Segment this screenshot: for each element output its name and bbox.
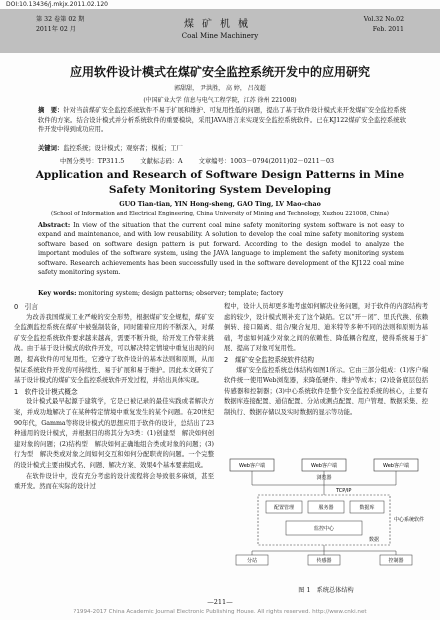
section-heading-2: 2 煤矿安全监控系统软件结构 [224, 355, 314, 364]
sensor-label: 传感器 [316, 558, 332, 564]
data-label: 数据 [368, 537, 380, 543]
db-label: 数据库 [359, 505, 375, 511]
substation-row [236, 555, 412, 565]
abstract-en-label: Abstract: [38, 222, 71, 229]
browser-label: 浏览器 [316, 475, 332, 481]
journal-name-en: Coal Mine Machinery [181, 32, 259, 40]
body-column-right [224, 302, 428, 419]
network-links [252, 471, 396, 495]
section-heading-intro: 0 引言 [14, 303, 38, 311]
continued-paragraph: 程中，设计人员却更多地考虑如何解决业务问题，对于软件的内部结构考虑的较少，设计模式则补充了这个缺陷。它以“开－闭”、里氏代换、依赖倒转、接口隔离、组合/聚合复用、迪米特等多种不同的法则和原则为基础，考虑如何减少对象之间的依赖性、降低耦合程度，使得系统易于扩展、提高了对象可复用性。 [224, 303, 428, 353]
clc-number: 中图分类号：TP311.5 [60, 158, 125, 165]
header-right [364, 15, 404, 35]
web-client-c-label: Web客户端 [383, 463, 409, 469]
server-label: 服务器 [318, 505, 334, 511]
journal-header [0, 9, 440, 53]
web-client-b-label: Web客户端 [311, 463, 337, 469]
abstract-cn-label: 摘 要： [38, 107, 64, 114]
keywords-cn-text: 监控系统；设计模式；观察者；模板；工厂 [63, 145, 183, 152]
header-date: 2011年 02 月 [36, 26, 76, 33]
center-software-label: 中心系统软件 [394, 517, 425, 523]
controller-label: 控制器 [388, 558, 404, 564]
body-column-left [14, 302, 214, 493]
keywords-en [38, 290, 404, 297]
substation-label: 分站 [246, 558, 258, 564]
tcp-ip-label: TCP/IP [336, 488, 352, 494]
page-number: —211— [207, 598, 233, 606]
doc-code: 文献标志码：A [140, 158, 183, 165]
keywords-en-text: monitoring system; design patterns; observer; template; factory [78, 290, 284, 297]
copyright-footer: ?1994-2017 China Academic Journal Electronic Publishing House. All rights reserved. http://www.cnki.net [73, 609, 367, 615]
affiliation-cn: (中国矿业大学 信息与电气工程学院，江苏 徐州 221008) [143, 97, 297, 104]
section-1-paragraph: 设计模式最早起源于建筑学，它是已被记录的最佳实践或者解决方案，并成功地解决了在某种特定情境中重复发生的某个问题。在20世纪90年代，Gamma等将设计模式的思想应用于软件的设计，总结出了23种通用的设计模式，并根据目的将其分为3类：(1)创建型 解决如何创建对象的问题；(2)结构型 解决如何正确地组合类或对象的问题；(3)行为型 解决类或对象之间如何交互和如何分配职责的问题。一个完整的设计模式主要由模式名、问题、解决方案、效果4个基本要素组成。 [14, 398, 214, 469]
abstract-cn-text: 针对当前煤矿安全监控系统软件不易于扩展和维护、可复用性低的问题，提出了基于软件设计模式来开发煤矿安全监控系统软件的方案。结合设计模式并分析系统软件的重要模块，采用JAVA语言来实现安全监控系统软件。已在KJ122煤矿安全监控系统软件开发中得到成功应用。 [38, 107, 407, 134]
article-number: 文章编号：1003－0794(2011)02－0211－03 [198, 158, 335, 165]
paper-title-cn: 应用软件设计模式在煤矿安全监控系统开发中的应用研究 [69, 65, 370, 79]
keywords-cn-label: 关键词： [38, 145, 64, 152]
paper-title-en: Application and Research of Software Design Patterns in Mine Safety Monitoring System Developing [35, 169, 405, 196]
doi-line: DOI:10.13436/j.mkjx.2011.02.120 [6, 1, 108, 8]
control-center-label: 监控中心 [313, 526, 335, 532]
classification-line [60, 156, 348, 165]
affiliation-en: (School of Information and Electrical Engineering, China University of Mining and Technology, Xuzhou 221008, China) [51, 211, 389, 217]
abstract-en [38, 221, 404, 277]
center-system-box [258, 495, 390, 545]
section-1-paragraph-2: 在软件设计中，没有充分考虑的设计流程将会导致很多麻烦，甚至重开发。然而在实际的设计过 [14, 472, 214, 491]
system-architecture-figure [224, 455, 428, 583]
header-volume: 第 32 卷第 02 期 [36, 16, 85, 23]
abstract-en-text: In view of the situation that the current coal mine safety monitoring system software is not easy to expand and maintenance, and with low reusability. A solution to develop the coal mine safety monitoring system software based on software design pattern is put forward. According to the design model to analyze the important modules of the software system, using the JAVA language to implement the safety monitoring system software. Research achievements has been successfully used in the software development of the KJ122 coal mine safety monitoring system. [38, 222, 404, 277]
section-heading-1: 1 软件设计模式概念 [14, 387, 78, 396]
abstract-cn [38, 106, 406, 135]
figure-caption: 图 1 系统总体结构 [298, 587, 354, 594]
authors-en: GUO Tian-tian, YIN Hong-sheng, GAO Ting, LV Mao-chao [119, 201, 321, 208]
field-links [252, 545, 396, 555]
journal-name-cn: 煤矿机械 [184, 19, 256, 30]
section-2-paragraph: 煤矿安全监控系统总体结构如图1所示。它由三部分组成：(1)客户端软件统一使用Web浏览器，来降低硬件、维护等成本；(2)设备底层包括传感器和控制器；(3)中心系统软件是整个安全监控系统的核心，主要有数据库连接配置、通信配置、分站或测点配置、用户管理、数据采集、控制执行、数据存储以及实时数据的显示等功能。 [224, 366, 428, 416]
keywords-en-label: Key words: [38, 290, 77, 297]
header-volume-en: Vol.32 No.02 [363, 16, 404, 23]
config-label: 配置管理 [273, 505, 295, 511]
authors-cn: 郭甜甜， 尹洪胜， 高 婷， 吕茂超 [174, 85, 266, 92]
keywords-cn [38, 144, 406, 153]
intro-paragraph: 为改善我国煤炭工业严峻的安全形势，根据煤矿安全规程，煤矿安全监测监控系统在煤矿中被强制装备，同时随着应用的不断深入，对煤矿安全监控系统软件要求越来越高，需要不断升级，给开发工作带来挑战。由于基于设计模式的软件开发，可以解决特定情境中重复出现的问题，提高软件的可复用性，它遵守了软件设计的基本法则和原则，从而保证系统软件开发的可持续性、易于扩展和易于维护。因此本文研究了基于设计模式的煤矿安全监控系统软件开发过程，并给出具体实现。 [14, 313, 214, 385]
web-client-a-label: Web客户端 [239, 463, 265, 469]
header-date-en: Feb. 2011 [372, 26, 404, 33]
